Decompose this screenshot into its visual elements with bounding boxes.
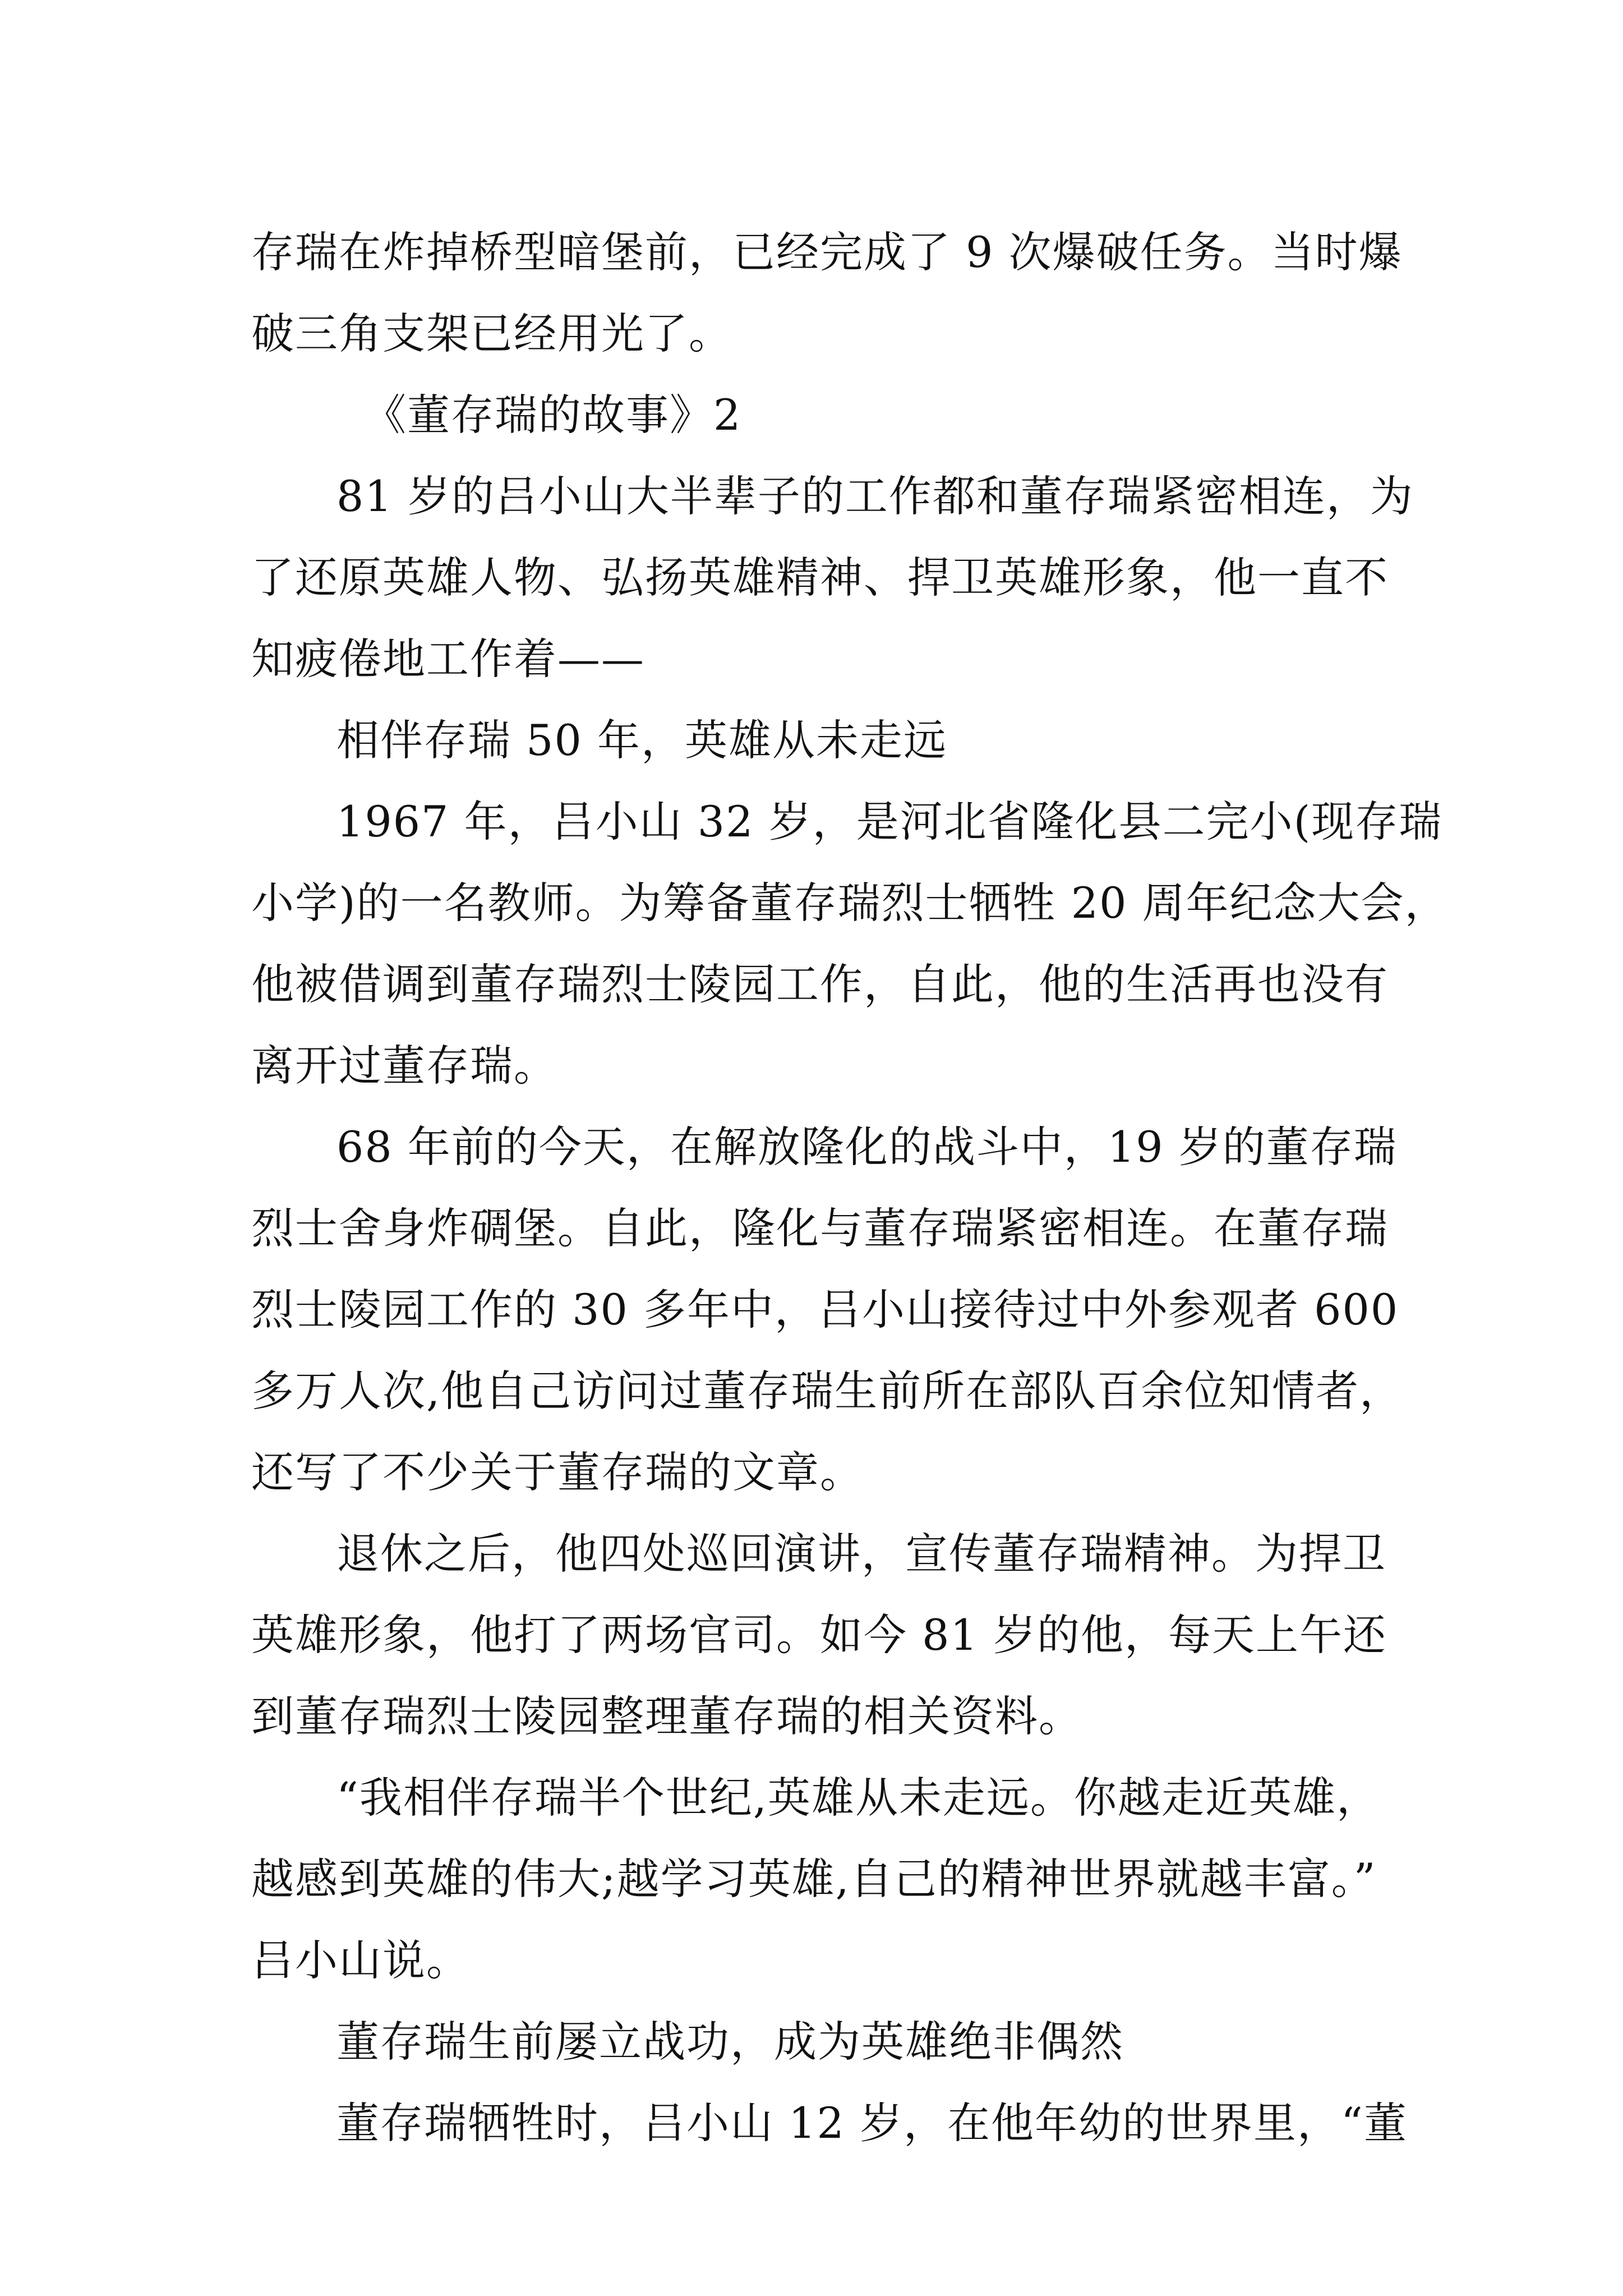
text-line: 吕小山说。 bbox=[251, 1935, 470, 1985]
text-line: 他被借调到董存瑞烈士陵园工作，自此，他的生活再也没有 bbox=[251, 959, 1389, 1009]
text-line: 了还原英雄人物、弘扬英雄精神、捍卫英雄形象，他一直不 bbox=[251, 553, 1389, 602]
text-line: 还写了不少关于董存瑞的文章。 bbox=[251, 1447, 864, 1497]
text-line: 68 年前的今天，在解放隆化的战斗中，19 岁的董存瑞 bbox=[336, 1122, 1398, 1172]
text-line: 破三角支架已经用光了。 bbox=[251, 309, 732, 358]
text-line: 81 岁的吕小山大半辈子的工作都和董存瑞紧密相连，为 bbox=[336, 471, 1414, 521]
subheading: 董存瑞生前屡立战功，成为英雄绝非偶然 bbox=[336, 2017, 1124, 2067]
text-line: 离开过董存瑞。 bbox=[251, 1041, 557, 1091]
text-line: 烈士陵园工作的 30 多年中，吕小山接待过中外参观者 600 bbox=[251, 1285, 1399, 1335]
text-line: 多万人次,他自己访问过董存瑞生前所在部队百余位知情者， bbox=[251, 1366, 1404, 1416]
quote-line: 越感到英雄的伟大;越学习英雄,自己的精神世界就越丰富。” bbox=[251, 1854, 1377, 1904]
text-line: 英雄形象，他打了两场官司。如今 81 岁的他，每天上午还 bbox=[251, 1610, 1387, 1660]
subheading: 相伴存瑞 50 年，英雄从未走远 bbox=[336, 715, 948, 765]
text-line: 到董存瑞烈士陵园整理董存瑞的相关资料。 bbox=[251, 1691, 1082, 1741]
text-line: 知疲倦地工作着—— bbox=[251, 634, 645, 684]
text-line: 烈士舍身炸碉堡。自此，隆化与董存瑞紧密相连。在董存瑞 bbox=[251, 1203, 1389, 1253]
text-line: 退休之后，他四处巡回演讲，宣传董存瑞精神。为捍卫 bbox=[336, 1529, 1386, 1579]
text-line: 存瑞在炸掉桥型暗堡前，已经完成了 9 次爆破任务。当时爆 bbox=[251, 227, 1403, 277]
text-line: 1967 年，吕小山 32 岁，是河北省隆化县二完小(现存瑞 bbox=[336, 797, 1443, 846]
document-body bbox=[251, 211, 1449, 2164]
section-title: 《董存瑞的故事》2 bbox=[363, 390, 742, 440]
text-line: 小学)的一名教师。为筹备董存瑞烈士牺牲 20 周年纪念大会， bbox=[251, 878, 1449, 928]
quote-line: “我相伴存瑞半个世纪,英雄从未走远。你越走近英雄， bbox=[336, 1773, 1381, 1823]
text-line: 董存瑞牺牲时，吕小山 12 岁，在他年幼的世界里，“董 bbox=[336, 2098, 1408, 2148]
